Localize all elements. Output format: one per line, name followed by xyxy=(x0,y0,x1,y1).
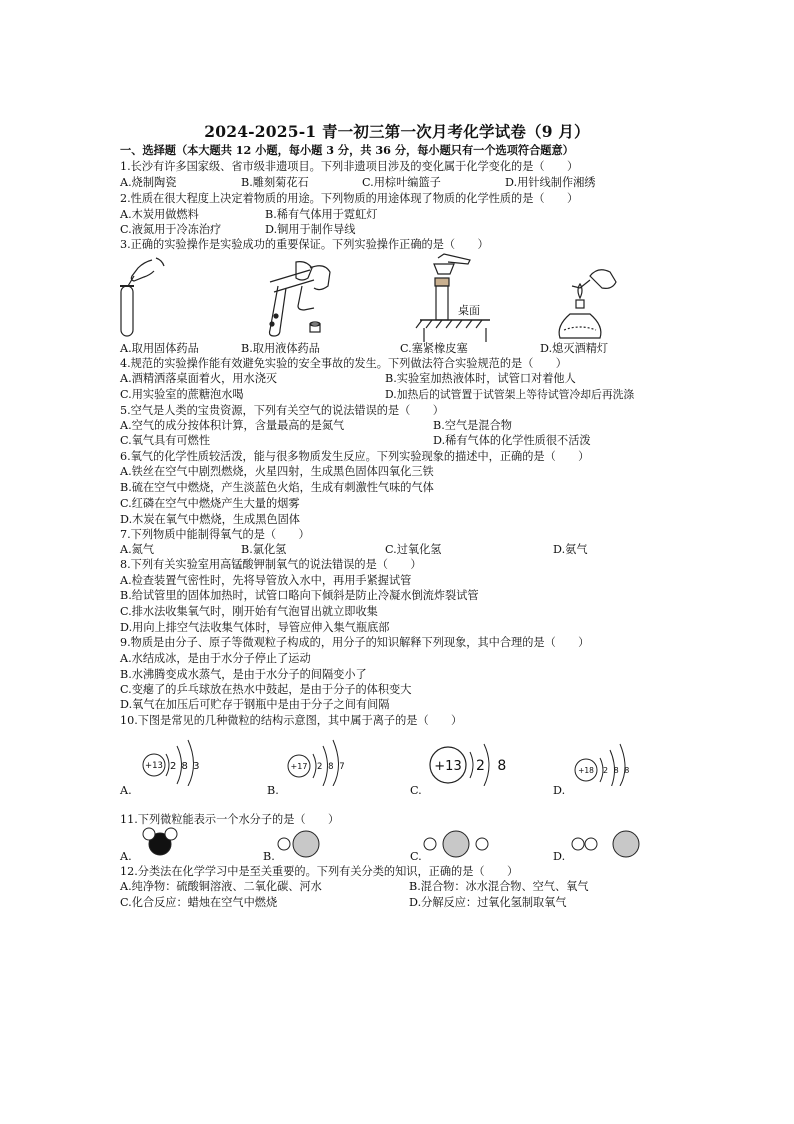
svg-text:+13: +13 xyxy=(434,759,462,774)
q10-option-b: B. xyxy=(267,784,279,797)
q4-option-a: A.酒精洒落桌面着火，用水浇灭 xyxy=(120,372,278,385)
svg-text:2 8 3: 2 8 3 xyxy=(170,761,201,772)
molecule-a xyxy=(143,828,177,855)
q1-option-a: A.烧制陶瓷 xyxy=(120,176,177,189)
q6-option-c: C.红磷在空气中燃烧产生大量的烟雾 xyxy=(120,497,300,510)
particle-a xyxy=(143,740,200,786)
q5-option-d: D.稀有气体的化学性质很不活泼 xyxy=(433,434,591,447)
q8-option-b: B.给试管里的固体加热时，试管口略向下倾斜是防止冷凝水倒流炸裂试管 xyxy=(120,589,479,602)
q3-figure-a xyxy=(120,258,164,336)
q9-option-a: A.水结成冰，是由于水分子停止了运动 xyxy=(120,652,311,665)
q6-option-b: B.硫在空气中燃烧，产生淡蓝色火焰，生成有刺激性气味的气体 xyxy=(120,481,434,494)
section-heading: 一、选择题（本大题共 12 小题，每小题 3 分，共 36 分，每小题只有一个选项符合题意） xyxy=(120,143,574,157)
q10-option-a: A. xyxy=(120,784,132,797)
q7-stem: 7.下列物质中能制得氧气的是（ ） xyxy=(120,528,310,541)
q8-option-c: C.排水法收集氧气时，刚开始有气泡冒出就立即收集 xyxy=(120,605,378,618)
q3-figure-b xyxy=(270,262,331,336)
svg-text:+18: +18 xyxy=(578,766,594,775)
q12-option-d: D.分解反应：过氧化氢制取氧气 xyxy=(409,896,567,909)
q1-stem: 1.长沙有许多国家级、省市级非遗项目。下列非遗项目涉及的变化属于化学变化的是（ ） xyxy=(120,160,579,173)
q1-option-d: D.用针线制作湘绣 xyxy=(505,176,596,189)
particle-b xyxy=(288,740,346,786)
q3-option-b: B.取用液体药品 xyxy=(241,342,320,355)
q9-stem: 9.物质是由分子、原子等微观粒子构成的，用分子的知识解释下列现象，其中合理的是（ ） xyxy=(120,636,590,649)
q10-stem: 10.下图是常见的几种微粒的结构示意图，其中属于离子的是（ ） xyxy=(120,714,463,727)
q2-stem: 2.性质在很大程度上决定着物质的用途。下列物质的用途体现了物质的化学性质的是（ ） xyxy=(120,192,579,205)
exam-title: 2024-2025-1 青一初三第一次月考化学试卷（9 月） xyxy=(204,122,590,141)
q3-figure-c xyxy=(416,254,490,342)
q2-option-d: D.铜用于制作导线 xyxy=(265,223,356,236)
q3-illustrations xyxy=(110,252,670,344)
svg-text:2 8: 2 8 xyxy=(476,758,511,774)
q4-option-b: B.实验室加热液体时，试管口对着他人 xyxy=(385,372,576,385)
q4-option-c: C.用实验室的蔗糖泡水喝 xyxy=(120,388,244,401)
q4-option-d: D.加热后的试管置于试管架上等待试管冷却后再洗涤 xyxy=(385,388,635,401)
q6-option-d: D.木炭在氧气中燃烧，生成黑色固体 xyxy=(120,513,300,526)
q12-option-b: B.混合物：冰水混合物、空气、氧气 xyxy=(409,880,589,893)
svg-text:+17: +17 xyxy=(290,762,308,771)
q10-option-c: C. xyxy=(410,784,422,797)
molecule-c xyxy=(424,831,488,857)
q7-option-c: C.过氧化氢 xyxy=(385,543,442,556)
svg-text:+13: +13 xyxy=(145,761,163,771)
q8-stem: 8.下列有关实验室用高锰酸钾制氧气的说法错误的是（ ） xyxy=(120,558,422,571)
molecule-d xyxy=(572,831,639,857)
q11-stem: 11.下列微粒能表示一个水分子的是（ ） xyxy=(120,813,340,826)
q3-option-d: D.熄灭酒精灯 xyxy=(540,342,609,355)
svg-text:2 8 7: 2 8 7 xyxy=(317,762,347,772)
q1-option-b: B.雕刻菊花石 xyxy=(241,176,309,189)
q9-option-c: C.变瘪了的乒乓球放在热水中鼓起，是由于分子的体积变大 xyxy=(120,683,412,696)
q2-option-a: A.木炭用做燃料 xyxy=(120,208,199,221)
q7-option-b: B.氯化氢 xyxy=(241,543,287,556)
q3-stem: 3.正确的实验操作是实验成功的重要保证。下列实验操作正确的是（ ） xyxy=(120,238,489,251)
q12-option-a: A.纯净物：硫酸铜溶液、二氧化碳、河水 xyxy=(120,880,322,893)
q5-option-c: C.氧气具有可燃性 xyxy=(120,434,211,447)
q5-option-b: B.空气是混合物 xyxy=(433,419,512,432)
desk-label: 桌面 xyxy=(458,304,480,317)
q11-option-b: B. xyxy=(263,850,275,863)
q11-molecule-diagrams xyxy=(130,826,650,862)
q3-figure-d xyxy=(559,270,616,338)
q7-option-d: D.氨气 xyxy=(553,543,588,556)
q10-particle-diagrams xyxy=(130,736,650,786)
q8-option-a: A.检查装置气密性时，先将导管放入水中，再用手紧握试管 xyxy=(120,574,412,587)
q4-stem: 4.规范的实验操作能有效避免实验的安全事故的发生。下列做法符合实验规范的是（ ） xyxy=(120,357,567,370)
q12-stem: 12.分类法在化学学习中是至关重要的。下列有关分类的知识，正确的是（ ） xyxy=(120,865,519,878)
q9-option-b: B.水沸腾变成水蒸气，是由于水分子的间隔变小了 xyxy=(120,668,367,681)
q11-option-a: A. xyxy=(120,850,132,863)
q9-option-d: D.氧气在加压后可贮存于钢瓶中是由于分子之间有间隔 xyxy=(120,698,390,711)
q5-stem: 5.空气是人类的宝贵资源，下列有关空气的说法错误的是（ ） xyxy=(120,404,444,417)
particle-d xyxy=(575,744,631,786)
q7-option-a: A.氮气 xyxy=(120,543,155,556)
q10-option-d: D. xyxy=(553,784,566,797)
q8-option-d: D.用向上排空气法收集气体时，导管应伸入集气瓶底部 xyxy=(120,621,390,634)
q2-option-c: C.液氮用于冷冻治疗 xyxy=(120,223,222,236)
q11-option-d: D. xyxy=(553,850,566,863)
svg-text:2 8 8: 2 8 8 xyxy=(603,766,631,775)
q6-option-a: A.铁丝在空气中剧烈燃烧，火星四射，生成黑色固体四氧化三铁 xyxy=(120,465,434,478)
q2-option-b: B.稀有气体用于霓虹灯 xyxy=(265,208,378,221)
q6-stem: 6.氧气的化学性质较活泼，能与很多物质发生反应。下列实验现象的描述中，正确的是（ ） xyxy=(120,450,590,463)
q12-option-c: C.化合反应：蜡烛在空气中燃烧 xyxy=(120,896,278,909)
molecule-b xyxy=(278,831,319,857)
q3-option-c: C.塞紧橡皮塞 xyxy=(400,342,468,355)
particle-c xyxy=(430,744,510,786)
q5-option-a: A.空气的成分按体积计算，含量最高的是氮气 xyxy=(120,419,345,432)
q11-option-c: C. xyxy=(410,850,422,863)
q3-option-a: A.取用固体药品 xyxy=(120,342,199,355)
q1-option-c: C.用棕叶编篮子 xyxy=(362,176,441,189)
